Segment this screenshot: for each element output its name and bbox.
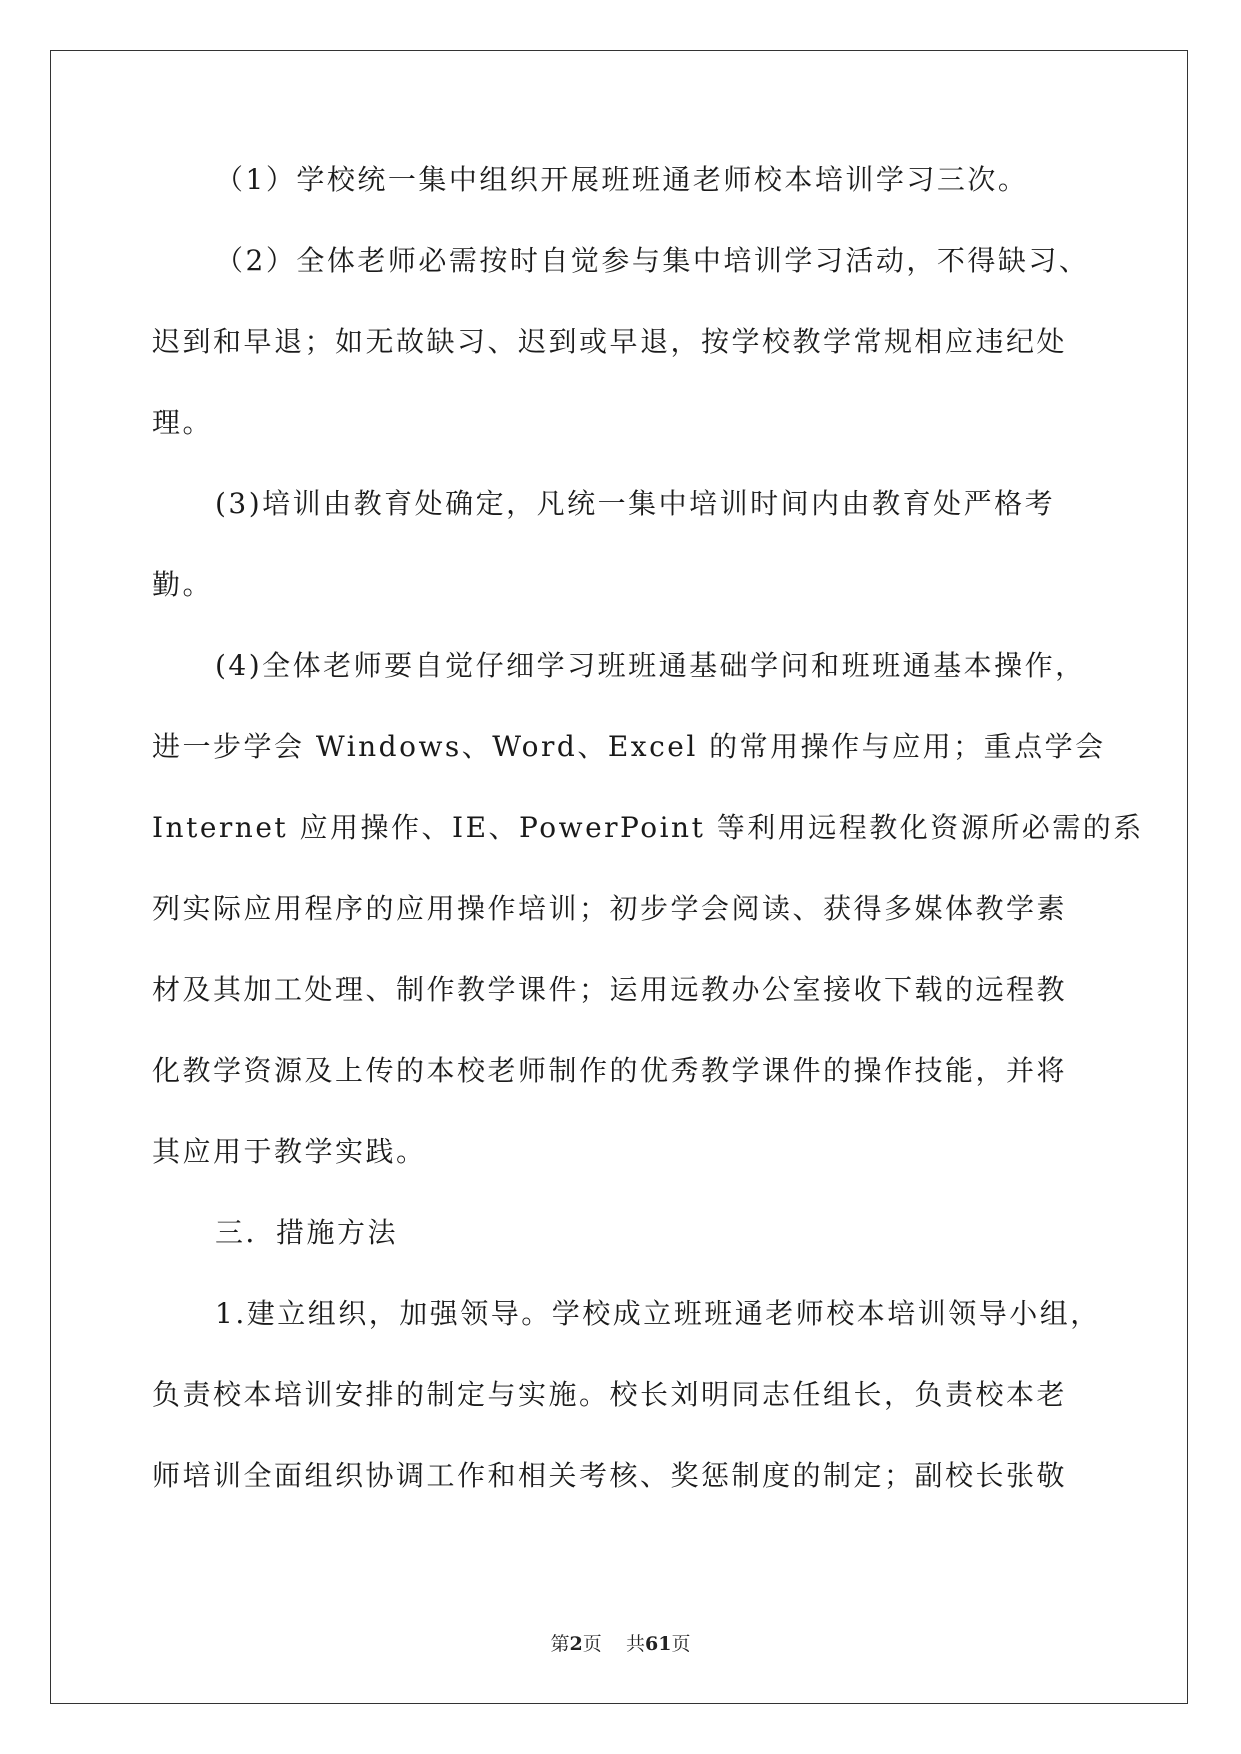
paragraph-line: 化教学资源及上传的本校老师制作的优秀教学课件的操作技能，并将: [152, 1054, 1068, 1087]
section-heading: 三．措施方法: [215, 1216, 399, 1249]
paragraph-line: 勤。: [152, 568, 214, 601]
paragraph-line: 1.建立组织，加强领导。学校成立班班通老师校本培训领导小组，: [215, 1297, 1101, 1330]
total-suffix: 页: [671, 1633, 691, 1655]
page-prefix: 第: [550, 1633, 570, 1655]
paragraph-line: 理。: [152, 406, 214, 439]
page-footer: [0, 1632, 1241, 1656]
paragraph-line: （1）学校统一集中组织开展班班通老师校本培训学习三次。: [215, 163, 1029, 196]
total-pages: 61: [644, 1633, 672, 1655]
paragraph-line: (3)培训由教育处确定，凡统一集中培训时间内由教育处严格考: [215, 487, 1056, 520]
paragraph-line: 列实际应用程序的应用操作培训；初步学会阅读、获得多媒体教学素: [152, 892, 1068, 925]
paragraph-line: 进一步学会 Windows、Word、Excel 的常用操作与应用；重点学会: [152, 730, 1106, 763]
document-body: [152, 160, 1144, 1537]
paragraph-line: 负责校本培训安排的制定与实施。校长刘明同志任组长，负责校本老: [152, 1378, 1068, 1411]
paragraph-line: (4)全体老师要自觉仔细学习班班通基础学问和班班通基本操作，: [215, 649, 1086, 682]
paragraph-line: Internet 应用操作、IE、PowerPoint 等利用远程教化资源所必需的系: [152, 811, 1144, 844]
total-prefix: 共: [625, 1633, 645, 1655]
paragraph-line: 其应用于教学实践。: [152, 1135, 427, 1168]
paragraph-line: 师培训全面组织协调工作和相关考核、奖惩制度的制定；副校长张敬: [152, 1459, 1068, 1492]
paragraph-line: （2）全体老师必需按时自觉参与集中培训学习活动，不得缺习、: [215, 244, 1090, 277]
paragraph-line: 迟到和早退；如无故缺习、迟到或早退，按学校教学常规相应违纪处: [152, 325, 1068, 358]
page-number: 2: [569, 1633, 583, 1655]
paragraph-line: 材及其加工处理、制作教学课件；运用远教办公室接收下载的远程教: [152, 973, 1068, 1006]
page-suffix: 页: [582, 1633, 602, 1655]
